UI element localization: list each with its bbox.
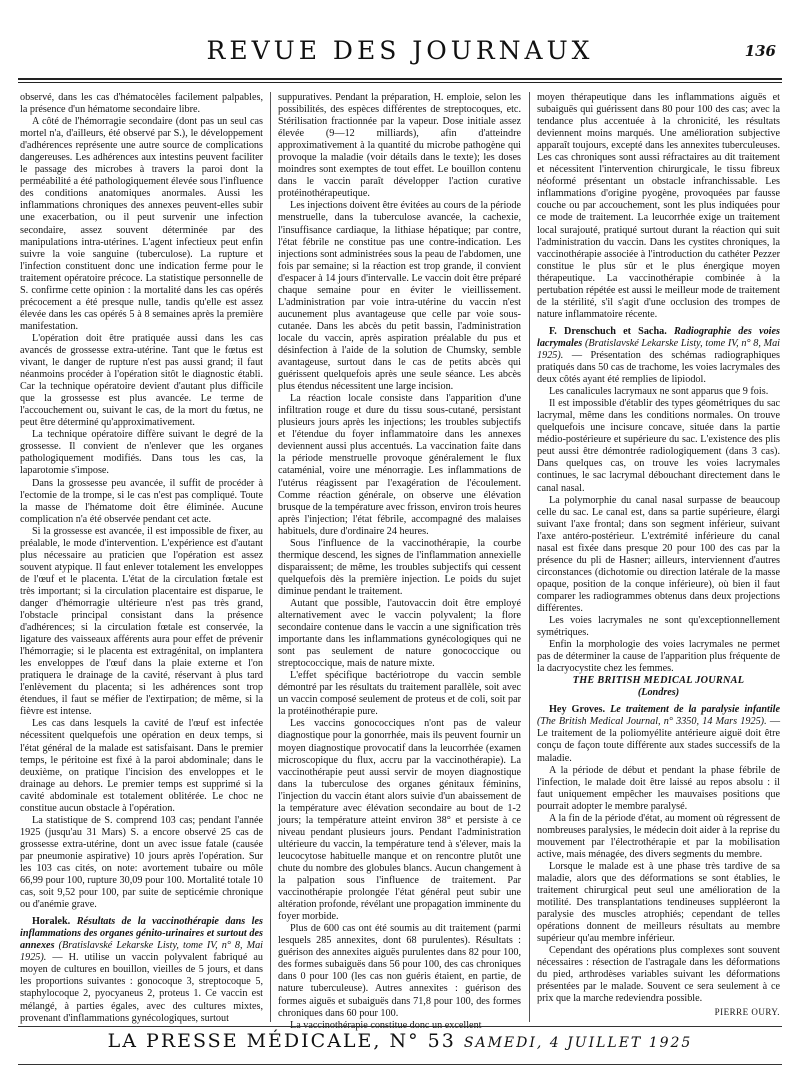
abstract-source: (Bratislavské Lekarske Listy, tome IV, n° 8, Mai 1925). xyxy=(20,940,264,964)
paragraph: L'opération doit être pratiquée aussi dans les cas avancés de grossesse extra-utérine. Tant que le fœtus est vivant, le danger de rupture n'est pas aussi grand; il faut néanmoins procéder à l'opération sitôt le diagnostic établi. Car la technique opératoire devient d'autant plus difficile que la grossesse est plus avancée. Le terme de l'accouchement ou, suivant le cas, de la mort du fœtus, ne peut être déterminé qu'approximativement. xyxy=(20,332,263,429)
abstract-body: — Le traitement de la poliomyélite antérieure aiguë doit être conçu de façon toute différente aux stades successifs de la maladie. xyxy=(537,716,780,764)
paragraph: Plus de 600 cas ont été soumis au dit traitement (parmi lesquels 285 annexites, dont 68 purulentes). Résultats : guérison des annexites aiguës purulentes dans 82 pour 100, des formes subaiguës dans 56 pour 100, des cas chroniques dans 0 pour 100 (les cas non guéris étaient, en partie, de nature tuberculeuse). Autres annexites : guérison des formes aiguës et subaiguës dans 71,8 pour 100, des formes chroniques dans 60 pour 100. xyxy=(278,923,521,1019)
page-number: 136 xyxy=(744,42,776,60)
abstract-author: Hey Groves. xyxy=(549,704,606,716)
page-footer xyxy=(18,1030,782,1064)
paragraph: La réaction locale consiste dans l'apparition d'une infiltration rouge et dure du tissu sous-cutané, persistant plusieurs jours après les injections; les troubles subjectifs et l'étendue du foyer inflammatoire dans les annexes deviennent aussi plus accentués. La vaccination faite dans la période menstruelle provoque généralement le flux cataménial, voire une ménorragie. Les inflammations de l'utérus réagissent par l'exagération de l'écoulement. Comme réaction générale, on observe une élévation brusque de la température avec frisson, environ trois heures après l'injection; l'état fébrile, accompagné des malaises habituels, dure d'ordinaire 24 heures. xyxy=(278,393,521,537)
paragraph: L'effet spécifique bactériotrope du vaccin semble démontré par les résultats du traitement parallèle, soit avec un vaccin composé seulement de proteus et de coli, soit par la protéinothérapie pure. xyxy=(278,670,521,718)
paragraph: Autant que possible, l'autovaccin doit être employé alternativement avec le vaccin polyvalent; la flore secondaire contenue dans le vaccin a une signification très importante dans les inflammations gynécologiques qui ne sont pas seulement de nature gonococcique ou streptococcique, mais de nature mixte. xyxy=(278,597,521,670)
paragraph: Les canalicules lacrymaux ne sont apparus que 9 fois. xyxy=(549,386,769,398)
column-right xyxy=(537,92,780,1022)
paragraph: moyen thérapeutique dans les inflammations aiguës et subaiguës qui guérissent dans 80 pour 100 des cas; avec la tendance plus accentuée à la chronicité, les résultats deviennent moins marqués. Une amélioration subjective apparaît toujours, excepté dans les annexites tuberculeuses. Les cas chroniques sont aussi réfractaires au dit traitement et nécessitent l'intervention chirurgicale, le tissu fibreux néoformé présentant un obstacle infranchissable. Les inflammations d'origine pyogène, provoquées par fausse couche ou par accouchement, sont les plus indiquées pour ce mode de traitement. La leucorrhée exige un traitement local surajouté, pratiqué surtout durant la réaction qui suit l'administration du vaccin. Dans les cystites chroniques, la vaccinothérapie associée à l'introduction du cathéter Pezzer constitue le plus sûr et le plus énergique moyen thérapeutique. La vaccinothérapie combinée à la pertubation répétée est aussi le meilleur mode de traitement de la stérilité, s'il s'agit d'une occlusion des trompes de nature inflammatoire récente. xyxy=(537,92,780,320)
paragraph: La technique opératoire diffère suivant le degré de la grossesse. Il convient de n'enlever que les organes pathologiquement modifiés. Dans tous les cas, la laparotomie s'impose. xyxy=(20,429,263,477)
abstract-entry xyxy=(537,326,780,386)
paragraph: La vaccinothérapie constitue donc un excellent xyxy=(290,1019,482,1031)
paragraph: suppuratives. Pendant la préparation, H. emploie, selon les possibilités, des espèces différentes de streptocoques, etc. Stérilisation fractionnée par la vapeur. Dose initiale assez élevée (9—12 milliards), afin d'atteindre approximativement à la quantité du microbe pathogène qui provoque la maladie (voir détails dans le texte); les doses moindres sont exemptes de tout effet. Le bouillon contenu dans le vaccin paraît développer l'action curative protéinothérapeutique. xyxy=(278,92,521,200)
signature: PIERRE OURY. xyxy=(714,1006,780,1017)
abstract-entry xyxy=(20,916,263,1024)
paragraph: Sous l'influence de la vaccinothérapie, la courbe thermique descend, les signes de l'inflammation annexielle disparaissent; de même, les troubles subjectifs qui cessent quelquefois dès la première injection. Le poids du sujet diminue pendant le traitement. xyxy=(278,537,521,597)
header-rule xyxy=(18,78,782,80)
paragraph: La polymorphie du canal nasal surpasse de beaucoup celle du sac. Le canal est, dans sa partie supérieure, élargi suivant l'axe frontal; dans son segment inférieur, suivant l'axe antéro-postérieur. L'extrémité inférieure du canal nasal est fixée dans presque 20 pour 100 des cas par la présence du pli de Hasner; ailleurs, interviennent d'autres circonstances (dichotomie ou direction latérale de la masse opaque, position de la conque inférieure), où bien il faut comparer les radiogrammes obtenus dans deux projections différentes. xyxy=(537,494,780,614)
footer-date: SAMEDI, 4 JUILLET 1925 xyxy=(463,1035,693,1051)
page-header xyxy=(18,34,782,74)
abstract-source: (Bratislavské Lekarske Listy, tome IV, n° 8, Mai 1925). xyxy=(537,337,781,361)
paragraph: La statistique de S. comprend 103 cas; pendant l'année 1925 (jusqu'au 31 Mars) S. a encore observé 25 cas de grossesse extra-utérine, dont un avec issue fatale (causée par pneumonie aspirative) 10 jours après l'opération. Sur les 103 cas cités, on note: avortement tubaire ou môle 66,99 pour 100, rupture 30,09 pour 100. Mortalité totale 10 cas, soit 9,52 pour 100, par suite de septicémie chronique ou d'anémie grave. xyxy=(20,814,263,911)
column-middle xyxy=(278,92,522,1031)
abstract-title: Le traitement de la paralysie infantile xyxy=(610,704,781,716)
paragraph: Les cas dans lesquels la cavité de l'œuf est infectée nécessitent quelquefois une opération en deux temps, si l'état général de la malade est satisfaisant. Dans le premier temps, le péritoine est fixé à la paroi abdominale; dans le deuxième, on pratique l'incision des enveloppes et le drainage au dehors. Le premier temps est supprimé si la cavité abdominale est totalement oblitérée. Le choc ne constitue aucun obstacle à l'opération. xyxy=(20,718,263,814)
abstract-body: — Présentation des schémas radiographiques pratiqués dans 50 cas de trachome, les voies lacrymales des deux côtés ayant été remplies de lipiodol. xyxy=(537,349,780,386)
header-rule-thin xyxy=(18,82,782,83)
paragraph: Dans la grossesse peu avancée, il suffit de procéder à l'ectomie de la trompe, si le cas n'est pas compliqué. Toute la masse de l'hématome doit être éliminée. Aucune complication n'a été observée pendant cet acte. xyxy=(20,477,263,525)
paragraph: Lorsque le malade est à une phase très tardive de sa maladie, alors que des déformations se sont établies, le traitement chirurgical peut seul une amélioration de la motilité. Des transplantations tendineuses suppléeront la paralysie des muscles atrophiés; cependant de telles opérations donnent de meilleurs résultats au membre supérieur qu'au membre inférieur. xyxy=(537,860,780,945)
section-title: THE BRITISH MEDICAL JOURNAL xyxy=(572,675,745,687)
abstract-author: F. Drenschuch et Sacha. xyxy=(549,325,667,337)
abstract-author: Horalek. xyxy=(32,916,71,928)
abstract-title: Résultats de la vaccinothérapie dans les inflammations des organes génito-urinaires et surtout des annexes xyxy=(20,916,263,952)
article-columns xyxy=(20,92,781,1031)
column-left xyxy=(20,92,263,1022)
footer-rule-bottom xyxy=(18,1064,782,1065)
abstract-entry xyxy=(537,704,780,764)
paragraph: A côté de l'hémorragie secondaire (dont pas un seul cas mortel n'a, d'ailleurs, été observé par S.), le développement d'adhérences représente une autre source de complications dangereuses. Les adhérences aux intestins peuvent faciliter le passage des microbes à travers la paroi dont la perméabilité a été pathologiquement élevée sous l'influence des conditions anatomiques anormales. Aussi les inflammations chroniques des annexes peuvent-elles subir une exacerbation, ou il peut survenir une infection secondaire, assez souvent déterminée par des manipulations intra-utérines. L'agent infectieux peut enfin suivre la voie sanguine (tuberculose). La rupture et l'infection constituent donc une indication ferme pour le traitement opératoire précoce. La statistique personnelle de S. confirme cette opinion : la mortalité dans les cas opérés précocement a été presque nulle, tandis qu'elle est assez élevée dans les cas opérés 5 à 8 semaines après la première manifestation. xyxy=(20,116,263,332)
paragraph: Il est impossible d'établir des types géométriques du sac lacrymal, même dans les conditions normales. On trouve quelquefois une incisure concave, située dans la partie médio-postérieure et supérieure du sac. L'existence des plis peut aussi être démontrée radiologiquement (dans 3 cas). Dans quelques cas, on trouve les voies lacrymales continues, le sac lacrymal débouchant directement dans le canal nasal. xyxy=(537,398,780,494)
paragraph: Si la grossesse est avancée, il est impossible de fixer, au préalable, le mode d'intervention. L'expérience est d'autant plus nécessaire au praticien que l'opération est assez souvent atypique. Il faut enlever totalement les enveloppes de l'œuf et le placenta. L'état de la circulation fœtale est très important; si la circulation placentaire est disparue, le danger d'hémorragie ultérieure n'est pas très grand, l'obstacle principal consistant dans la présence d'adhérences; si la circulation fœtale est conservée, la ligature des vaisseaux afférents aura pour effet de prévenir l'hémorragie; si le placenta est extragénital, on implantera les enveloppes de l'œuf dans la plaie externe et l'on pratiquera le drainage de la cavité, réservant à plus tard l'enlèvement du placenta; si les adhérences sont trop étendues, il faut se méfier de l'extirpation; de même, si la fièvre est intense. xyxy=(20,525,263,718)
paragraph: A la fin de la période d'état, au moment où régressent de nombreuses paralysies, le médecin doit aider à la reprise du mouvement par l'électrothérapie et par la mobilisation active, mais ménagée, des divers segments du membre. xyxy=(537,812,780,860)
paragraph: Cependant des opérations plus complexes sont souvent nécessaires : résection de l'astragale dans les déformations du pied, arthrodèses variables suivant les déformations présentées par le malade. Souvent ce sera seulement à ce prix que la marche redeviendra possible. xyxy=(537,945,780,1005)
abstract-source: (The British Medical Journal, n° 3350, 14 Mars 1925). xyxy=(537,716,767,728)
footer-journal: LA PRESSE MÉDICALE, N° 53 xyxy=(107,1030,456,1052)
paragraph: Les injections doivent être évitées au cours de la période menstruelle, dans la tuberculose avancée, la cachexie, l'insuffisance cardiaque, la lithiase hépatique; par contre, l'état fébrile ne constitue pas une contre-indication. Les injections sont administrées sous la peau de l'abdomen, une fois par semaine; si la réaction est trop grande, il convient d'espacer à 14 jours d'intervalle. Le vaccin doit être préparé chaque semaine pour en éviter le vieillissement. L'administration par voie intra-utérine du vaccin n'est aucunement plus avantageuse que celle par voie sous-cutanée. Dans les abcès du petit bassin, l'administration locale du vaccin, après aspiration préalable du pus et désinfection à l'aide de la solution de Chumsky, semble avantageuse, surtout dans le cas de petits abcès qui guérissent quelquefois après une seule séance. Les abcès plus étendus nécessitent une large incision. xyxy=(278,200,521,393)
paragraph: Les voies lacrymales ne sont qu'exceptionnellement symétriques. xyxy=(537,615,780,639)
paragraph: A la période de début et pendant la phase fébrile de l'infection, le malade doit être laissé au repos absolu : il faut uniquement empêcher les mauvaises positions que pourrait adopter le membre paralysé. xyxy=(537,764,780,812)
paragraph: Les vaccins gonococciques n'ont pas de valeur diagnostique pour la gonorrhée, mais ils peuvent fournir un moyen diagnostique provocatif dans la leucorrhée (examen microscopique du flux, accru par la vaccinothérapie). La vaccinothérapie peut aussi servir de moyen diagnostique dans la tuberculose des organes génitaux féminins, l'injection du vaccin étant alors suivie d'un abaissement de la température avec élévation secondaire au bout de 1-2 jours; la température atteint environ 38° et persiste à ce niveau pendant plusieurs jours. Pendant l'administration ultérieure du vaccin, la température tend à s'élever, mais la leucocytose habituelle manque et on rencontre plutôt une chute du nombre des globules blancs. Aucun changement à la palpation sous l'influence de traitement. Par vaccinothérapie prolongée l'état général peut subir une altération profonde, révélant une propagation imminente du foyer morbide. xyxy=(278,718,522,923)
abstract-body: — H. utilise un vaccin polyvalent fabriqué au moyen de cultures en bouillon, vieilles de 5 jours, et dans les proportions suivantes : gonocoque 3, streptocoque 5, staphylocoque 2, pyocyaneus 2, proteus 1. Ce vaccin est mélangé, à parties égales, avec des cultures mixtes, provenant d'inflammations gynécologiques, surtout xyxy=(20,952,263,1024)
section-subtitle: (Londres) xyxy=(637,687,680,699)
footer-rule xyxy=(18,1026,782,1027)
journal-title: REVUE DES JOURNAUX xyxy=(206,36,594,65)
abstract-title: Radiographie des voies lacrymales xyxy=(537,325,780,349)
paragraph: observé, dans les cas d'hématocèles facilement palpables, la présence d'un hématome secondaire libre. xyxy=(20,92,263,116)
paragraph: Enfin la morphologie des voies lacrymales ne permet pas de déterminer la cause de l'apparition plus fréquente de la dacryocystite chez les femmes. xyxy=(537,639,780,675)
